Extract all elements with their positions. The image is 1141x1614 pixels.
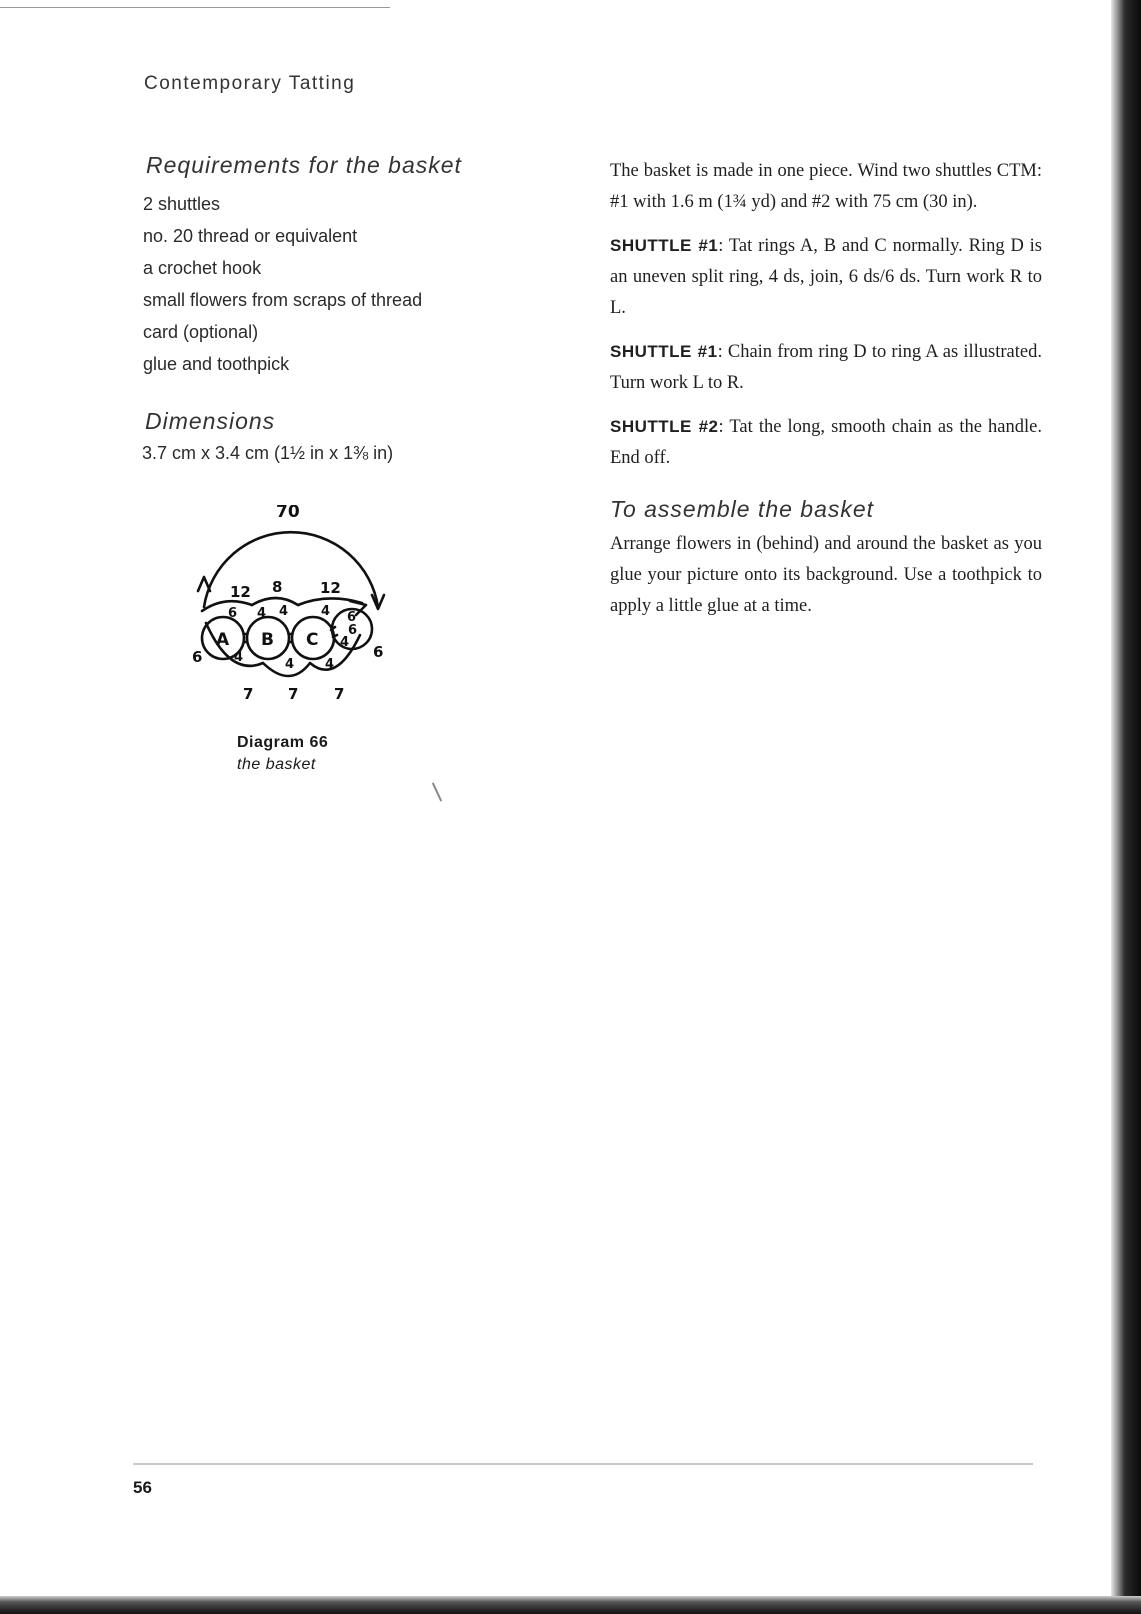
arrow-left: [198, 577, 210, 591]
label-ring-c: C: [306, 630, 319, 650]
step-paragraph: [610, 336, 1042, 399]
step-text: : Tat the long, smooth chain as the handle. End off.: [610, 417, 1042, 468]
requirement-item: 2 shuttles: [143, 194, 221, 214]
requirement-item: a crochet hook: [143, 258, 262, 278]
label-bottom-7b: 7: [288, 685, 299, 703]
label-bottom-4b: 4: [285, 657, 295, 672]
running-head: Contemporary Tatting: [144, 73, 356, 94]
assemble-paragraph: Arrange flowers in (behind) and around the basket as you glue your picture onto its background. Use a toothpick to apply a little glue at a time.: [610, 534, 1042, 616]
label-bottom-4a: 4: [234, 650, 244, 665]
diagram-caption-subtitle: the basket: [237, 756, 316, 773]
step-paragraph: [610, 411, 1042, 474]
chain-mid: [252, 598, 298, 605]
page-bottom-edge: [0, 1596, 1141, 1614]
intro-paragraph: The basket is made in one piece. Wind two shuttles CTM: #1 with 1.6 m (1¾ yd) and #2 with 75 cm (30 in).: [610, 161, 1042, 212]
requirement-item: small flowers from scraps of thread: [143, 290, 423, 310]
page-right-edge: [1111, 0, 1141, 1614]
assemble-heading: To assemble the basket: [610, 496, 875, 522]
label-chain-mid: 8: [272, 578, 283, 596]
dimensions-heading: Dimensions: [145, 408, 276, 434]
bottom-rule: [133, 1463, 1033, 1465]
instructions-column: [610, 156, 1042, 634]
label-top-4a: 4: [257, 606, 267, 621]
top-rule: [0, 7, 390, 8]
label-top-6a: 6: [228, 606, 238, 621]
step-lead: SHUTTLE #2: [610, 417, 719, 436]
label-chain-right: 12: [320, 579, 341, 597]
step-lead: SHUTTLE #1: [610, 342, 718, 361]
basket-diagram: [190, 505, 410, 720]
label-side-right: 6: [373, 643, 384, 661]
dimensions-text: 3.7 cm x 3.4 cm (1½ in x 1⅜ in): [142, 443, 394, 463]
label-d-6b: 6: [348, 623, 358, 638]
label-bottom-7a: 7: [243, 685, 254, 703]
label-d-4: 4: [340, 635, 350, 650]
step-text: : Chain from ring D to ring A as illustrated. Turn work L to R.: [610, 342, 1042, 393]
step-text: : Tat rings A, B and C normally. Ring D is an uneven split ring, 4 ds, join, 6 ds/6 ds. Turn work R to L.: [610, 236, 1042, 318]
requirements-list: [143, 188, 422, 380]
label-ring-b: B: [261, 630, 274, 650]
requirement-item: glue and toothpick: [143, 354, 290, 374]
chain-left: [202, 601, 252, 611]
requirements-heading: Requirements for the basket: [146, 152, 462, 178]
step-paragraph: [610, 230, 1042, 324]
requirement-item: no. 20 thread or equivalent: [143, 226, 358, 246]
stray-mark: [432, 783, 442, 802]
label-top-4b: 4: [279, 604, 289, 619]
label-handle: 70: [276, 505, 300, 522]
label-ring-a: A: [216, 630, 230, 650]
label-chain-left: 12: [230, 583, 251, 601]
step-lead: SHUTTLE #1: [610, 236, 719, 255]
diagram-caption: [237, 732, 328, 776]
page-number: 56: [133, 1478, 152, 1497]
label-side-left: 6: [192, 648, 203, 666]
requirement-item: card (optional): [143, 322, 259, 342]
label-bottom-4c: 4: [325, 657, 335, 672]
label-bottom-7c: 7: [334, 685, 345, 703]
diagram-caption-title: Diagram 66: [237, 734, 329, 751]
label-d-6a: 6: [347, 610, 357, 625]
label-top-4c: 4: [321, 604, 331, 619]
